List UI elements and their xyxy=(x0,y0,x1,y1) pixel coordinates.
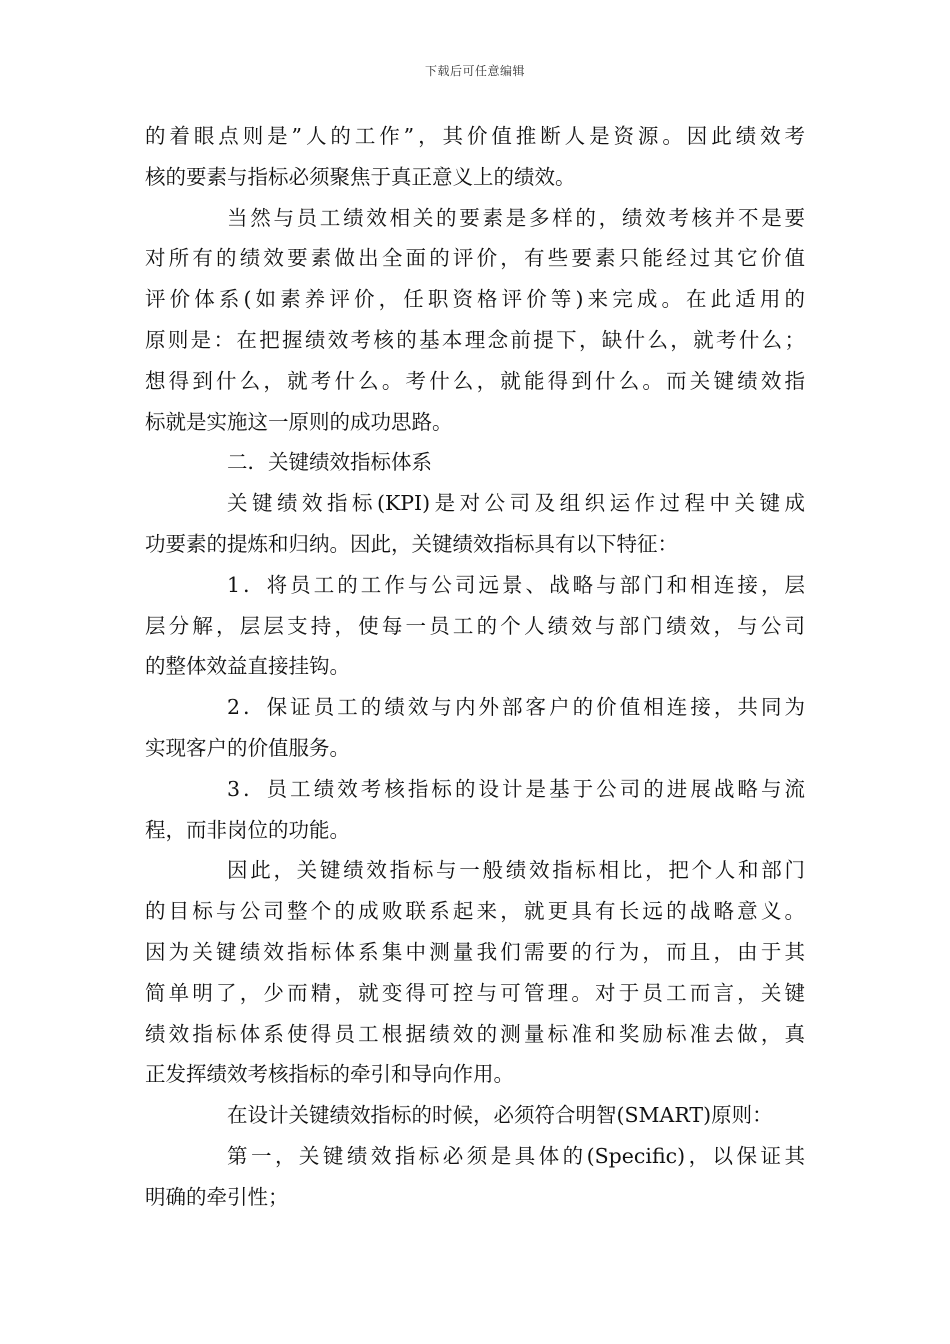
text-line: 功要素的提炼和归纳。因此，关键绩效指标具有以下特征： xyxy=(145,531,678,556)
text-line: 1．将员工的工作与公司远景、战略与部门和相连接，层 xyxy=(227,572,805,597)
text-line: 实现客户的价值服务。 xyxy=(145,735,350,760)
text-line: 评价体系(如素养评价，任职资格评价等)来完成。在此适用的 xyxy=(145,287,805,312)
text-line: 二．关键绩效指标体系 xyxy=(227,450,432,475)
document-body xyxy=(145,116,805,1218)
text-line: 简单明了，少而精，就变得可控与可管理。对于员工而言，关键 xyxy=(145,980,805,1005)
text-line: 想得到什么，就考什么。考什么，就能得到什么。而关键绩效指 xyxy=(145,368,805,393)
text-line: 因为关键绩效指标体系集中测量我们需要的行为，而且，由于其 xyxy=(145,939,805,964)
text-line: 第一，关键绩效指标必须是具体的(Specific)，以保证其 xyxy=(227,1143,805,1168)
text-line: 标就是实施这一原则的成功思路。 xyxy=(145,409,453,434)
text-line: 正发挥绩效考核指标的牵引和导向作用。 xyxy=(145,1062,514,1087)
text-line: 层分解，层层支持，使每一员工的个人绩效与部门绩效，与公司 xyxy=(145,613,805,638)
text-line: 程，而非岗位的功能。 xyxy=(145,817,350,842)
text-line: 的着眼点则是”人的工作”，其价值推断人是资源。因此绩效考 xyxy=(145,124,805,148)
text-line: 因此，关键绩效指标与一般绩效指标相比，把个人和部门 xyxy=(227,858,805,883)
text-line: 关键绩效指标(KPI)是对公司及组织运作过程中关键成 xyxy=(227,491,805,516)
text-line: 的目标与公司整个的成败联系起来，就更具有长远的战略意义。 xyxy=(145,899,805,924)
text-line: 的整体效益直接挂钩。 xyxy=(145,654,350,679)
text-line: 3．员工绩效考核指标的设计是基于公司的进展战略与流 xyxy=(227,776,805,801)
text-line: 绩效指标体系使得员工根据绩效的测量标准和奖励标准去做，真 xyxy=(145,1021,805,1046)
text-line: 在设计关键绩效指标的时候，必须符合明智(SMART)原则： xyxy=(227,1103,773,1128)
text-line: 原则是：在把握绩效考核的基本理念前提下，缺什么，就考什么； xyxy=(145,327,805,352)
text-line: 对所有的绩效要素做出全面的评价，有些要素只能经过其它价值 xyxy=(145,246,805,271)
text-line: 当然与员工绩效相关的要素是多样的，绩效考核并不是要 xyxy=(227,205,805,230)
text-line: 明确的牵引性； xyxy=(145,1184,289,1209)
page-header: 下载后可任意编辑 xyxy=(424,64,525,78)
text-line: 2．保证员工的绩效与内外部客户的价值相连接，共同为 xyxy=(227,695,805,720)
text-line: 核的要素与指标必须聚焦于真正意义上的绩效。 xyxy=(145,164,576,189)
